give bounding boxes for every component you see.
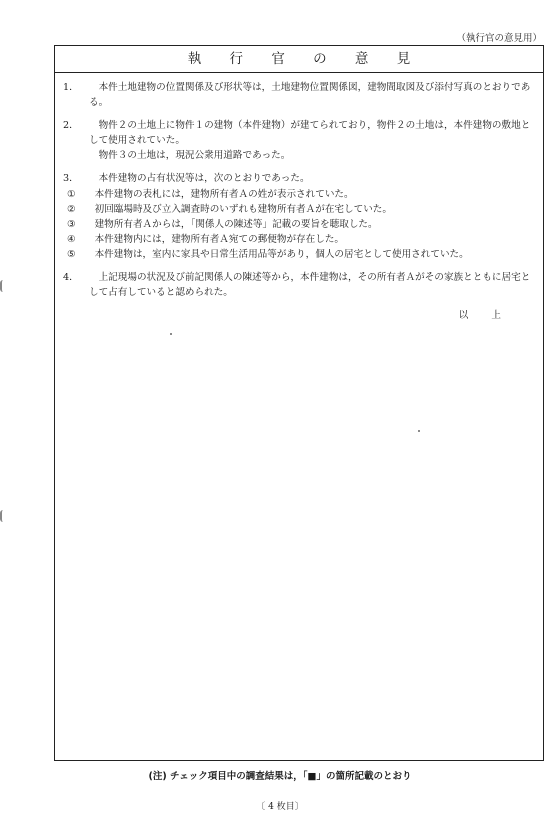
page-number: 〔 4 枚目〕 [256, 802, 304, 812]
list-item [63, 217, 537, 232]
item-mark: ③ [67, 219, 76, 230]
scan-edge-mark [0, 280, 6, 292]
list-item [63, 247, 537, 262]
paragraph-1 [63, 80, 537, 110]
paragraph-text: 本件建物の占有状況等は，次のとおりであった。 [98, 173, 310, 184]
closing-mark: 以 上 [458, 310, 511, 321]
paragraph-number: 3． [63, 173, 79, 184]
paragraph-text: 本件土地建物の位置関係及び形状等は，土地建物位置関係図，建物間取図及び添付写真のとおりである。 [89, 82, 531, 108]
list-item [63, 202, 537, 217]
item-text: 本件建物内には，建物所有者Ａ宛ての郵便物が存在した。 [94, 234, 345, 245]
paragraph-subtext: 物件３の土地は，現況公衆用道路であった。 [98, 150, 291, 161]
item-text: 初回臨場時及び立入調査時のいずれも建物所有者Ａが在宅していた。 [94, 204, 392, 215]
paragraph-number: 2． [63, 120, 79, 131]
paragraph-2 [63, 118, 537, 163]
list-item [63, 187, 537, 202]
footnote: (注) チェック項目中の調査結果は，「■」の箇所記載のとおり [148, 771, 412, 782]
list-item [63, 232, 537, 247]
item-mark: ④ [67, 234, 76, 245]
scan-edge-mark [0, 510, 6, 522]
item-text: 本件建物の表札には，建物所有者Ａの姓が表示されていた。 [94, 189, 354, 200]
opinion-content [55, 73, 543, 323]
item-mark: ① [67, 189, 76, 200]
occupancy-items [63, 187, 537, 262]
paragraph-number: 4． [63, 272, 79, 283]
scan-speck [170, 333, 172, 335]
paragraph-3 [63, 171, 537, 262]
paragraph-number: 1． [63, 82, 79, 93]
item-mark: ② [67, 204, 76, 215]
item-text: 本件建物は，室内に家具や日常生活用品等があり，個人の居宅として使用されていた。 [94, 249, 469, 260]
corner-label: （執行官の意見用） [456, 33, 542, 44]
scan-speck [418, 430, 420, 432]
paragraph-4 [63, 270, 537, 300]
paragraph-text: 物件２の土地上に物件１の建物（本件建物）が建てられており，物件２の土地は，本件建物の敷地として使用されていた。 [89, 120, 531, 146]
frame-title: 執 行 官 の 意 見 [55, 46, 543, 73]
item-mark: ⑤ [67, 249, 76, 260]
opinion-frame [54, 45, 544, 761]
paragraph-text: 上記現場の状況及び前記関係人の陳述等から，本件建物は，その所有者Ａがその家族とともに居宅として占有していると認められた。 [89, 272, 531, 298]
item-text: 建物所有者Ａからは，「関係人の陳述等」記載の要旨を聴取した。 [94, 219, 378, 230]
